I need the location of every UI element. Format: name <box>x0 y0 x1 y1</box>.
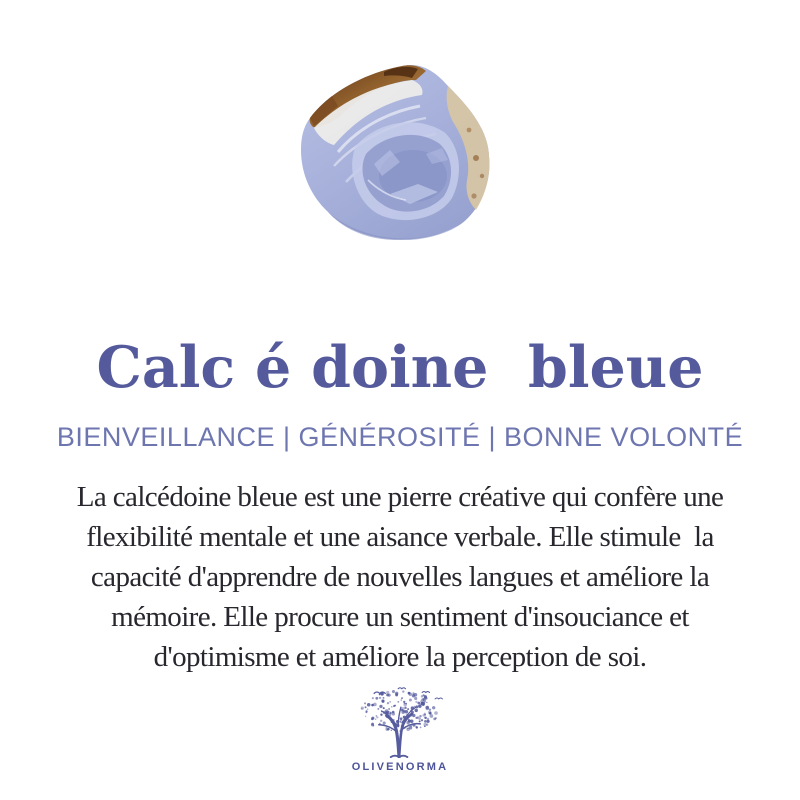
keywords-subtitle: BIENVEILLANCE | GÉNÉROSITÉ | BONNE VOLONTÉ <box>56 422 744 452</box>
description-line: mémoire. Elle procure un sentiment d'insouciance et <box>111 601 689 633</box>
stone-photo <box>298 62 494 240</box>
page-title: Calc é doine bleue <box>96 334 704 401</box>
description-line: capacité d'apprendre de nouvelles langues et améliore la <box>90 561 710 593</box>
brand-logo <box>0 686 800 773</box>
brand-name: OLIVENORMA <box>351 761 449 773</box>
olive-tree-icon <box>344 686 456 758</box>
description-line: La calcédoine bleue est une pierre créative qui confère une <box>76 481 724 513</box>
blue-chalcedony-icon <box>298 62 494 240</box>
description-line: d'optimisme et améliore la perception de soi. <box>153 641 647 673</box>
description-paragraph <box>0 477 800 677</box>
description-line: flexibilité mentale et une aisance verbale. Elle stimule la <box>86 521 714 553</box>
